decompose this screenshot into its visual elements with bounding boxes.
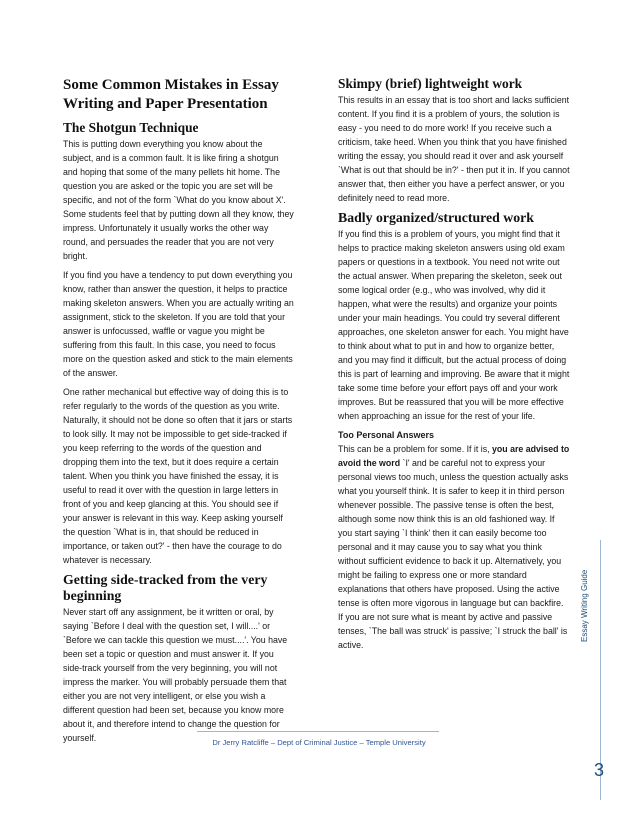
sidetracked-paragraph: Never start off any assignment, be it written or oral, by saying `Before I deal with the question set, I will....' or `Before we can tackle this question we must....'. You have been set a topic or question and must answer it. If you side-track yourself from the very beginning, you will not impress the marker. You will probably persuade them that either you are not very intelligent, or else you wish a different question had been set, because you know more about it, and therefore intend to change the question for yourself. [63,607,288,743]
too-personal-heading: Too Personal Answers [338,430,435,440]
page-footer: Dr Jerry Ratcliffe – Dept of Criminal Justice – Temple University [212,738,426,747]
skimpy-heading: Skimpy (brief) lightweight work [338,76,523,91]
too-personal-text-b: `I' and be careful not to express your personal views too much, unless the question actually asks what you yourself think. It is safer to keep it in third person whenever possible. The passive tense is often the best, although some now think this is an old fashioned way. If you start saying `I think' then it can easily become too personal and it may cause you to say what you think without sufficient evidence to back it up. Alternatively, you might be failing to express one or more standard explanations that others have proposed. Using the active tense is often more vigorous in language but can backfire. If you are not sure what is meant by active and passive tenses, `The ball was struck' is passive; `I struck the ball' is active. [338,458,569,650]
footer-divider [197,731,439,732]
badly-organized-paragraph: If you find this is a problem of yours, you might find that it helps to practice making skeleton answers using old exam papers or questions in a textbook. You need not write out the actual answer. When preparing the skeleton, seek out some logical order (e.g., who was involved, why did it happen, what were the results) and organize your points under your main headings. You could try several different approaches, one skeleton answer for each. You might have to think about what to put in and how to organize better, and you may find it difficult, but the actual process of doing this is part of learning and improving. Be aware that it might take some time before your effort pays off and your work improves. But be reassured that you will be more effective when approaching an issue for the rest of your life. [338,229,570,421]
page-number: 3 [594,760,605,780]
shotgun-paragraph-1: This is putting down everything you know about the subject, and is a common fault. It is like firing a shotgun and hoping that some of the many pellets hit home. The question you are asked or the topic you are set will be specific, and not of the form `What do you know about X'. Some students feel that by putting down all they know, they impress. Unfortunately it usually works the other way round, and persuades the reader that you are not very bright. [63,139,294,261]
too-personal-text-a: This can be a problem for some. If it is, [338,444,493,454]
document-title: Some Common Mistakes in Essay Writing and Paper Presentation [63,77,279,112]
sidetracked-heading: Getting side-tracked from the very beginning [63,572,268,603]
skimpy-paragraph: This results in an essay that is too short and lacks sufficient content. If you find it is a problem of yours, the solution is easy - you need to do more work! If you receive such a criticism, take heed. When you think that you have finished writing the essay, you should read it over and ask yourself `What is out that should be in?' - then put it in. If you cannot answer that, then either you have a perfect answer, or you definitely need to read more. [338,95,570,203]
shotgun-paragraph-2: If you find you have a tendency to put down everything you know, rather than answer the question, it helps to practice making skeleton answers. When you are actually writing an assignment, stick to the skeleton. If you are told that your answer is unfocussed, waffle or vague you might be suffering from this fault. In this case, you need to focus more on the question asked and stick to the main elements of the answer. [63,270,294,378]
too-personal-bold: you are advised to avoid the word [338,444,570,468]
shotgun-heading: The Shotgun Technique [63,120,199,135]
right-column [338,76,570,657]
shotgun-paragraph-3: One rather mechanical but effective way of doing this is to refer regularly to the words of the question as you write. Naturally, it should not be done so often that it jars or starts to look silly. It may not be impossible to get side-tracked if you keep referring to the words of the question and dropping them into the text, but it does require a certain talent. When you think you have finished the essay, it is useful to read it over with the question in large letters in front of you and keep glancing at this. You should see if your answer is relevant in this way. Keep asking yourself the question `What is in, that should be reduced in importance, or taken out?' - then have the courage to do whatever is necessary. [63,387,293,565]
too-personal-paragraph [338,442,570,652]
left-column [63,76,295,750]
badly-organized-heading: Badly organized/structured work [338,210,534,225]
side-label: Essay Writing Guide [580,569,589,642]
